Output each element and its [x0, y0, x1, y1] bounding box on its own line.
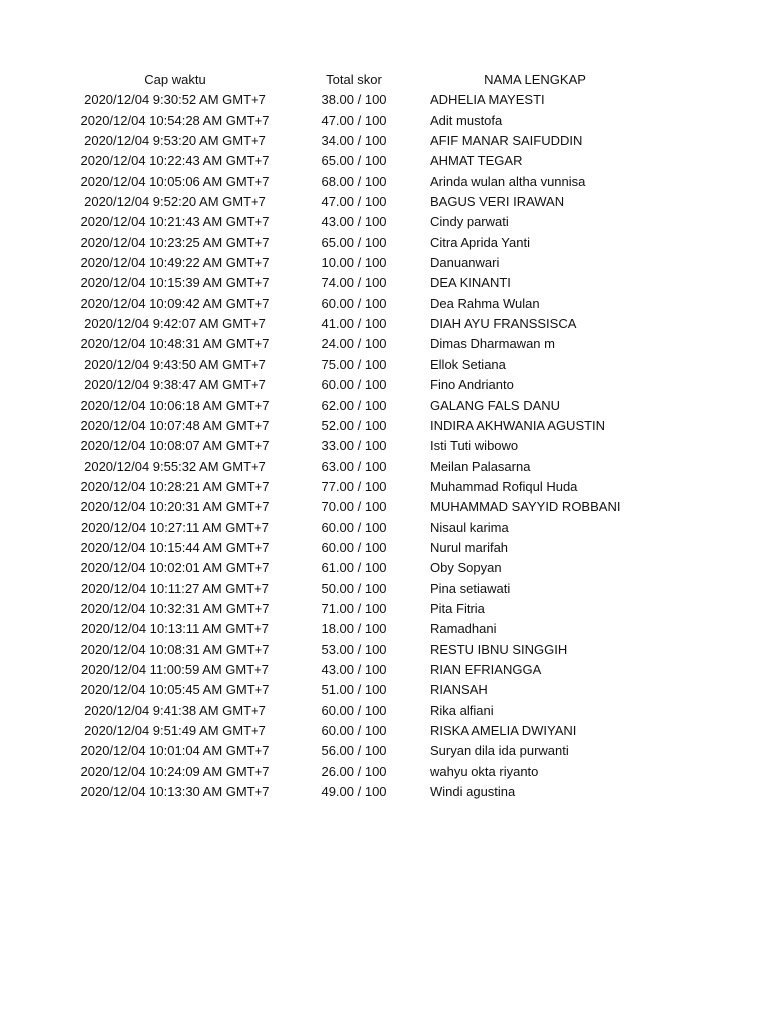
table-body — [66, 90, 640, 802]
table-row — [66, 314, 640, 334]
timestamp-cell: 2020/12/04 10:02:01 AM GMT+7 — [80, 560, 270, 576]
score-cell: 34.00 / 100 — [321, 133, 387, 149]
name-cell: Nisaul karima — [430, 519, 509, 535]
table-row — [66, 273, 640, 293]
name-cell: Arinda wulan altha vunnisa — [430, 173, 586, 189]
name-cell: AFIF MANAR SAIFUDDIN — [430, 133, 583, 149]
name-cell: Rika alfiani — [430, 702, 494, 718]
table-row — [66, 497, 640, 517]
name-cell: MUHAMMAD SAYYID ROBBANI — [430, 499, 621, 515]
name-cell: Danuanwari — [430, 255, 500, 271]
timestamp-cell: 2020/12/04 10:07:48 AM GMT+7 — [80, 417, 270, 433]
timestamp-cell: 2020/12/04 9:41:38 AM GMT+7 — [84, 702, 266, 718]
timestamp-cell: 2020/12/04 10:23:25 AM GMT+7 — [80, 234, 270, 250]
table-row — [66, 375, 640, 395]
score-cell: 38.00 / 100 — [321, 92, 387, 108]
score-cell: 43.00 / 100 — [321, 214, 387, 230]
table-row — [66, 701, 640, 721]
name-cell: GALANG FALS DANU — [430, 397, 561, 413]
timestamp-cell: 2020/12/04 10:28:21 AM GMT+7 — [80, 478, 270, 494]
score-cell: 77.00 / 100 — [321, 478, 387, 494]
score-cell: 65.00 / 100 — [321, 234, 387, 250]
table-row — [66, 782, 640, 802]
table-row — [66, 558, 640, 578]
timestamp-cell: 2020/12/04 9:52:20 AM GMT+7 — [84, 194, 266, 210]
name-cell: Pina setiawati — [430, 580, 511, 596]
name-cell: Oby Sopyan — [430, 560, 502, 576]
timestamp-cell: 2020/12/04 10:48:31 AM GMT+7 — [80, 336, 270, 352]
timestamp-cell: 2020/12/04 9:42:07 AM GMT+7 — [84, 316, 266, 332]
table-row — [66, 538, 640, 558]
score-cell: 33.00 / 100 — [321, 438, 387, 454]
score-cell: 60.00 / 100 — [321, 539, 387, 555]
table-row — [66, 355, 640, 375]
name-cell: Isti Tuti wibowo — [430, 438, 519, 454]
name-cell: AHMAT TEGAR — [430, 153, 523, 169]
table-row — [66, 436, 640, 456]
header-total-score: Total skor — [326, 72, 382, 87]
score-cell: 24.00 / 100 — [321, 336, 387, 352]
timestamp-cell: 2020/12/04 9:30:52 AM GMT+7 — [84, 92, 266, 108]
name-cell: BAGUS VERI IRAWAN — [430, 194, 565, 210]
timestamp-cell: 2020/12/04 10:24:09 AM GMT+7 — [80, 763, 270, 779]
table-row — [66, 457, 640, 477]
score-cell: 60.00 / 100 — [321, 377, 387, 393]
name-cell: Adit mustofa — [430, 112, 503, 128]
score-cell: 47.00 / 100 — [321, 112, 387, 128]
timestamp-cell: 2020/12/04 9:53:20 AM GMT+7 — [84, 133, 266, 149]
table-row — [66, 131, 640, 151]
table-row — [66, 640, 640, 660]
score-cell: 60.00 / 100 — [321, 295, 387, 311]
score-cell: 18.00 / 100 — [321, 621, 387, 637]
table-row — [66, 172, 640, 192]
header-full-name: NAMA LENGKAP — [484, 72, 586, 87]
timestamp-cell: 2020/12/04 10:05:45 AM GMT+7 — [80, 682, 270, 698]
name-cell: Dea Rahma Wulan — [430, 295, 540, 311]
timestamp-cell: 2020/12/04 10:27:11 AM GMT+7 — [80, 519, 270, 535]
table-row — [66, 192, 640, 212]
score-cell: 63.00 / 100 — [321, 458, 387, 474]
timestamp-cell: 2020/12/04 10:13:11 AM GMT+7 — [80, 621, 270, 637]
name-cell: Fino Andrianto — [430, 377, 514, 393]
name-cell: Cindy parwati — [430, 214, 509, 230]
timestamp-cell: 2020/12/04 10:49:22 AM GMT+7 — [80, 255, 270, 271]
name-cell: RIAN EFRIANGGA — [430, 661, 542, 677]
timestamp-cell: 2020/12/04 10:13:30 AM GMT+7 — [80, 784, 270, 800]
name-cell: RISKA AMELIA DWIYANI — [430, 723, 577, 738]
score-sheet — [0, 70, 768, 802]
name-cell: Suryan dila ida purwanti — [430, 743, 569, 759]
timestamp-cell: 2020/12/04 10:08:31 AM GMT+7 — [80, 641, 270, 657]
timestamp-cell: 2020/12/04 10:11:27 AM GMT+7 — [80, 580, 270, 596]
table-row — [66, 396, 640, 416]
score-cell: 60.00 / 100 — [321, 702, 387, 718]
score-cell: 52.00 / 100 — [321, 417, 387, 433]
table-row — [66, 111, 640, 131]
name-cell: RESTU IBNU SINGGIH — [430, 641, 568, 657]
timestamp-cell: 2020/12/04 9:55:32 AM GMT+7 — [84, 458, 266, 474]
table-row — [66, 151, 640, 171]
name-cell: ADHELIA MAYESTI — [430, 92, 545, 108]
table-row — [66, 90, 640, 110]
timestamp-cell: 2020/12/04 10:20:31 AM GMT+7 — [80, 499, 270, 515]
score-cell: 26.00 / 100 — [321, 763, 387, 779]
table-row — [66, 294, 640, 314]
table-row — [66, 680, 640, 700]
timestamp-cell: 2020/12/04 10:22:43 AM GMT+7 — [80, 153, 270, 169]
table-row — [66, 212, 640, 232]
timestamp-cell: 2020/12/04 10:08:07 AM GMT+7 — [80, 438, 270, 454]
score-cell: 51.00 / 100 — [321, 682, 387, 698]
score-cell: 74.00 / 100 — [321, 275, 387, 291]
timestamp-cell: 2020/12/04 10:15:39 AM GMT+7 — [80, 275, 270, 291]
header-row — [66, 70, 640, 90]
score-cell: 60.00 / 100 — [321, 519, 387, 535]
timestamp-cell: 2020/12/04 9:43:50 AM GMT+7 — [84, 356, 266, 372]
name-cell: INDIRA AKHWANIA AGUSTIN — [430, 417, 606, 433]
score-cell: 70.00 / 100 — [321, 499, 387, 515]
timestamp-cell: 2020/12/04 11:00:59 AM GMT+7 — [80, 661, 270, 677]
name-cell: DIAH AYU FRANSSISCA — [430, 316, 577, 332]
table-row — [66, 579, 640, 599]
table-row — [66, 721, 640, 741]
score-cell: 49.00 / 100 — [321, 784, 387, 800]
timestamp-cell: 2020/12/04 10:54:28 AM GMT+7 — [80, 112, 270, 128]
name-cell: Windi agustina — [430, 784, 516, 800]
table-row — [66, 518, 640, 538]
table-row — [66, 416, 640, 436]
table-row — [66, 619, 640, 639]
timestamp-cell: 2020/12/04 10:01:04 AM GMT+7 — [80, 743, 270, 759]
score-cell: 41.00 / 100 — [321, 316, 387, 332]
table-row — [66, 477, 640, 497]
timestamp-cell: 2020/12/04 10:09:42 AM GMT+7 — [80, 295, 270, 311]
score-cell: 10.00 / 100 — [321, 255, 387, 271]
table-row — [66, 253, 640, 273]
table-row — [66, 660, 640, 680]
name-cell: Meilan Palasarna — [430, 458, 531, 474]
timestamp-cell: 2020/12/04 10:32:31 AM GMT+7 — [80, 600, 270, 616]
timestamp-cell: 2020/12/04 10:06:18 AM GMT+7 — [80, 397, 270, 413]
score-cell: 62.00 / 100 — [321, 397, 387, 413]
table-row — [66, 233, 640, 253]
name-cell: Citra Aprida Yanti — [430, 234, 530, 250]
score-cell: 53.00 / 100 — [321, 641, 387, 657]
timestamp-cell: 2020/12/04 10:15:44 AM GMT+7 — [80, 539, 270, 555]
table-row — [66, 599, 640, 619]
name-cell: Pita Fitria — [430, 600, 485, 616]
name-cell: Ellok Setiana — [430, 356, 506, 372]
score-cell: 47.00 / 100 — [321, 194, 387, 210]
score-cell: 43.00 / 100 — [321, 661, 387, 677]
score-cell: 65.00 / 100 — [321, 153, 387, 169]
name-cell: RIANSAH — [430, 682, 488, 698]
score-cell: 75.00 / 100 — [321, 356, 387, 372]
timestamp-cell: 2020/12/04 9:51:49 AM GMT+7 — [84, 723, 266, 738]
score-cell: 61.00 / 100 — [321, 560, 387, 576]
name-cell: DEA KINANTI — [430, 275, 511, 291]
table-row — [66, 334, 640, 354]
table-row — [66, 762, 640, 782]
score-cell: 56.00 / 100 — [321, 743, 387, 759]
table-row — [66, 741, 640, 761]
score-cell: 71.00 / 100 — [321, 600, 387, 616]
score-cell: 60.00 / 100 — [321, 723, 387, 738]
name-cell: Nurul marifah — [430, 539, 509, 555]
name-cell: Ramadhani — [430, 621, 497, 637]
score-cell: 50.00 / 100 — [321, 580, 387, 596]
timestamp-cell: 2020/12/04 9:38:47 AM GMT+7 — [84, 377, 266, 393]
timestamp-cell: 2020/12/04 10:21:43 AM GMT+7 — [80, 214, 270, 230]
score-cell: 68.00 / 100 — [321, 173, 387, 189]
score-table — [66, 70, 640, 802]
name-cell: wahyu okta riyanto — [430, 763, 539, 779]
header-timestamp: Cap waktu — [144, 72, 206, 87]
timestamp-cell: 2020/12/04 10:05:06 AM GMT+7 — [80, 173, 270, 189]
name-cell: Muhammad Rofiqul Huda — [430, 478, 578, 494]
name-cell: Dimas Dharmawan m — [430, 336, 555, 352]
